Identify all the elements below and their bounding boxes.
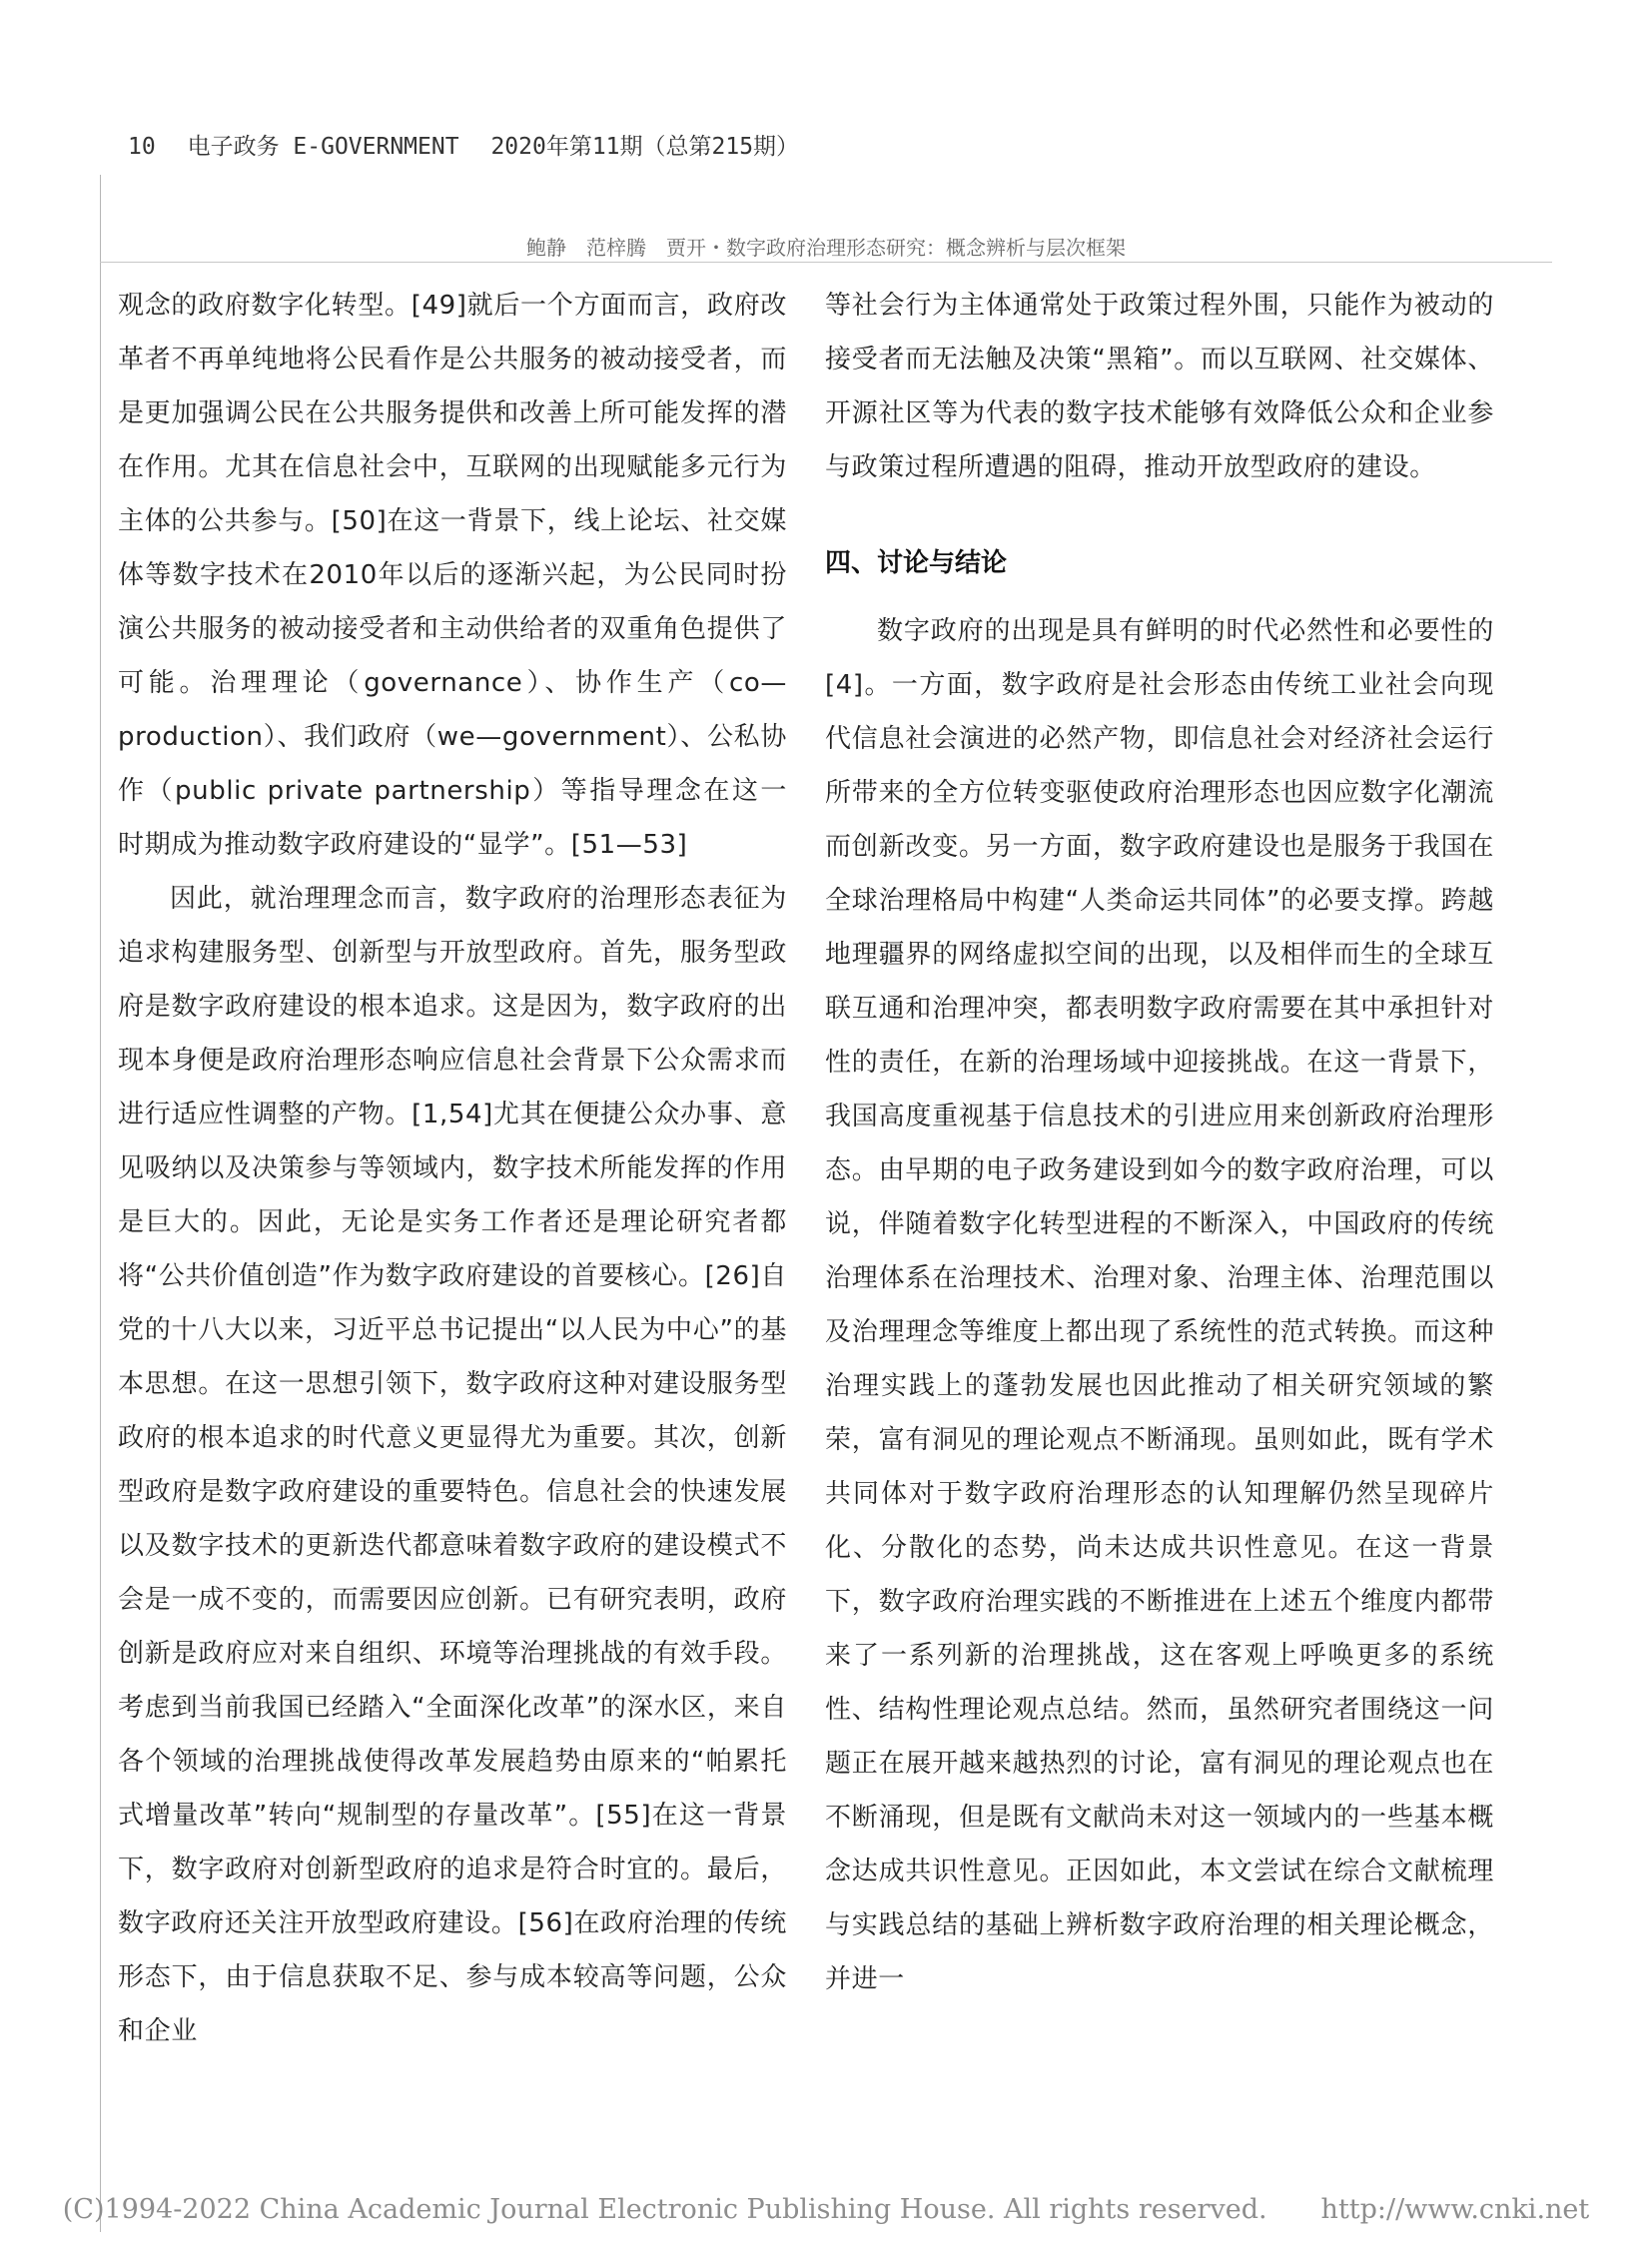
left-column bbox=[118, 279, 787, 2058]
left-paragraph-1: 观念的政府数字化转型。[49]就后一个方面而言，政府改革者不再单纯地将公民看作是公共服务的被动接受者，而是更加强调公民在公共服务提供和改善上所可能发挥的潜在作用。尤其在信息社会中，互联网的出现赋能多元行为主体的公共参与。[50]在这一背景下，线上论坛、社交媒体等数字技术在2010年以后的逐渐兴起，为公民同时扮演公共服务的被动接受者和主动供给者的双重角色提供了可能。治理理论（governance）、协作生产（co—production）、我们政府（we—government）、公私协作（public private partnership）等指导理念在这一时期成为推动数字政府建设的“显学”。[51—53] bbox=[118, 291, 787, 860]
right-paragraph-2: 数字政府的出现是具有鲜明的时代必然性和必要性的[4]。一方面，数字政府是社会形态由传统工业社会向现代信息社会演进的必然产物，即信息社会对经济社会运行所带来的全方位转变驱使政府治理形态也因应数字化潮流而创新改变。另一方面，数字政府建设也是服务于我国在全球治理格局中构建“人类命运共同体”的必要支撑。跨越地理疆界的网络虚拟空间的出现，以及相伴而生的全球互联互通和治理冲突，都表明数字政府需要在其中承担针对性的责任，在新的治理场域中迎接挑战。在这一背景下，我国高度重视基于信息技术的引进应用来创新政府治理形态。由早期的电子政务建设到如今的数字政府治理，可以说，伴随着数字化转型进程的不断深入，中国政府的传统治理体系在治理技术、治理对象、治理主体、治理范围以及治理理念等维度上都出现了系统性的范式转换。而这种治理实践上的蓬勃发展也因此推动了相关研究领域的繁荣，富有洞见的理论观点不断涌现。虽则如此，既有学术共同体对于数字政府治理形态的认知理解仍然呈现碎片化、分散化的态势，尚未达成共识性意见。在这一背景下，数字政府治理实践的不断推进在上述五个维度内都带来了一系列新的治理挑战，这在客观上呼唤更多的系统性、结构性理论观点总结。然而，虽然研究者围绕这一问题正在展开越来越热烈的讨论，富有洞见的理论观点也在不断涌现，但是既有文献尚未对这一领域内的一些基本概念达成共识性意见。正因如此，本文尝试在综合文献梳理与实践总结的基础上辨析数字政府治理的相关理论概念，并进一 bbox=[825, 616, 1494, 1994]
copyright-footer: (C)1994-2022 China Academic Journal Electronic Publishing House. All rights reserved. http://www.cnki.net bbox=[62, 2194, 1590, 2225]
section-heading: 四、讨论与结论 bbox=[825, 548, 1008, 578]
article-running-title: 鲍静 范梓腾 贾开・数字政府治理形态研究：概念辨析与层次框架 bbox=[526, 236, 1126, 260]
left-paragraph-2: 因此，就治理理念而言，数字政府的治理形态表征为追求构建服务型、创新型与开放型政府。首先，服务型政府是数字政府建设的根本追求。这是因为，数字政府的出现本身便是政府治理形态响应信息社会背景下公众需求而进行适应性调整的产物。[1,54]尤其在便捷公众办事、意见吸纳以及决策参与等领域内，数字技术所能发挥的作用是巨大的。因此，无论是实务工作者还是理论研究者都将“公共价值创造”作为数字政府建设的首要核心。[26]自党的十八大以来，习近平总书记提出“以人民为中心”的基本思想。在这一思想引领下，数字政府这种对建设服务型政府的根本追求的时代意义更显得尤为重要。其次，创新型政府是数字政府建设的重要特色。信息社会的快速发展以及数字技术的更新迭代都意味着数字政府的建设模式不会是一成不变的，而需要因应创新。已有研究表明，政府创新是政府应对来自组织、环境等治理挑战的有效手段。考虑到当前我国已经踏入“全面深化改革”的深水区，来自各个领域的治理挑战使得改革发展趋势由原来的“帕累托式增量改革”转向“规制型的存量改革”。[55]在这一背景下，数字政府对创新型政府的追求是符合时宜的。最后，数字政府还关注开放型政府建设。[56]在政府治理的传统形态下，由于信息获取不足、参与成本较高等问题，公众和企业 bbox=[118, 884, 787, 2046]
page-number: 10 bbox=[128, 134, 156, 160]
margin-rule bbox=[100, 175, 101, 2232]
issue-info: 2020年第11期（总第215期） bbox=[490, 134, 800, 160]
right-paragraph-1: 等社会行为主体通常处于政策过程外围，只能作为被动的接受者而无法触及决策“黑箱”。而以互联网、社交媒体、开源社区等为代表的数字技术能够有效降低公众和企业参与政策过程所遭遇的阻碍，推动开放型政府的建设。 bbox=[825, 291, 1494, 482]
header-divider bbox=[100, 262, 1552, 263]
right-column bbox=[825, 279, 1494, 2006]
journal-name: 电子政务 E-GOVERNMENT bbox=[187, 134, 459, 160]
running-header bbox=[128, 128, 817, 161]
